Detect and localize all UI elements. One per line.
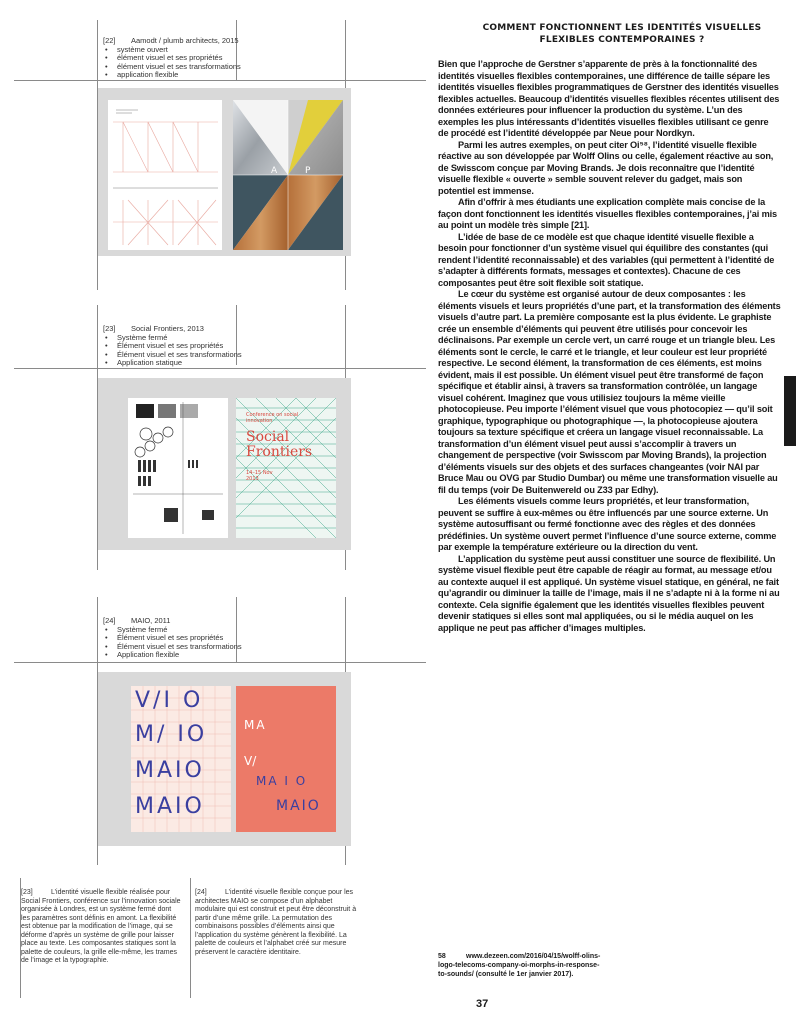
list-item: • élément visuel et ses transformations [117,63,343,72]
poster-letter-a: A [271,166,278,176]
grid-line [14,368,426,369]
list-item: • application flexible [117,71,343,80]
pattern-grid [128,398,228,538]
figure-title: MAIO, 2011 [131,616,171,625]
paragraph: Parmi les autres exemples, on peut citer Oi⁵⁸, l’identité visuelle flexible réactive au son développée par Wolff Olins ou celle, également réactive au son, de Swisscom conçue par Moving Brands. Je dois reconnaître que l’identité visuelle flexible « ouverte » semble souvent relever du gadget, mais son potentiel est immense. [438,139,774,196]
page-number: 37 [476,998,489,1010]
body-text [438,59,781,634]
list-item: • Élément visuel et ses transformations [117,643,343,652]
paragraph: Bien que l’approche de Gerstner s’apparente de près à la fonctionnalité des identités visuelles flexibles contemporaines, une différence de taille sépare les identités visuelles flexibles programmatiques de Gerstner des identités visuelles flexibles actuelles. Beaucoup d’identités visuelles flexibles récentes utilisent des données extérieures pour influencer la production du système. L’un des exemples les plus intéressants d’identités visuelles flexibles utilisant ce genre de procédé est l’identité développée par Neue pour Nordkyn. [438,59,780,138]
poster-line: MA I O [256,774,308,788]
maio-grid-poster [131,686,231,832]
list-item: • Application flexible [117,651,343,660]
caption-text: L’identité visuelle flexible réalisée pour Social Frontiers, conférence sur l’innovation sociale organisée à Londres, est un système fermé dont les paramètres sont définis en amont. La flexibilité est obtenue par la modification de l’image, qui se déforme d’après un système de grille pour laisser place au texte. Les composantes statiques sont la palette de couleurs, la grille elle-même, les trames de l’image et la typographie. [21,889,181,964]
geometric-composition [233,100,343,250]
figure-title: Aamodt / plumb architects, 2015 [131,36,239,45]
list-item: • Application statique [117,359,343,368]
poster-line: MA [244,718,267,732]
grid-drawing [108,100,222,250]
poster-line: MAIO [276,798,321,814]
poster-letter-p: P [305,166,311,176]
footnote [438,953,608,979]
grid-line [14,80,426,81]
grid-line [190,878,191,998]
list-item: • élément visuel et ses propriétés [117,54,343,63]
section-heading: COMMENT FONCTIONNENT LES IDENTITÉS VISUELLES FLEXIBLES CONTEMPORAINES ? [482,23,762,45]
paragraph: L’application du système peut aussi constituer une source de flexibilité. Un système visuel flexible peut être capable de réagir au format, au message et/ou au contexte auquel il est appliqué. Un système visuel statique, en général, ne fait qu’agrandir ou diminuer la taille de l’image, mais il ne s’adapte ni à la forme ni au contexte. Cela signifie également que les identités visuelles flexibles peuvent devenir statiques si elles sont mal appliquées, ou si le média auquel on les applique ne peut pas afficher d’images multiples. [438,553,780,633]
figure-title: Social Frontiers, 2013 [131,324,204,333]
poster-title: Social Frontiers [246,429,313,460]
poster-line: V/ [244,754,257,768]
poster-line: V/I O [135,688,204,713]
chapter-tab-marker [784,376,796,446]
list-item: • Élément visuel et ses propriétés [117,634,343,643]
figure-number: [24] [103,616,116,625]
grid-sheet [108,100,222,250]
paragraph: Afin d’offrir à mes étudiants une explication complète mais concise de la façon dont fonctionnent les identités visuelles flexibles contemporaines, j’ai mis au point un modèle très simple [21]. [438,197,777,230]
figure-number: [22] [103,36,116,45]
figure-22-image [98,88,351,256]
list-item: • système ouvert [117,46,343,55]
list-item: • Système fermé [117,334,343,343]
list-item: • Élément visuel et ses transformations [117,351,343,360]
caption-text: L’identité visuelle flexible conçue pour les architectes MAIO se compose d’un alphabet modulaire qui est construit et peut être déconstruit à partir d’une même grille. La permutation des combinaisons possibles d’éléments ainsi que l’application du système génèrent la flexibilité. La palette de couleurs et l’alphabet créé sur mesure préservent le caractère identitaire. [195,889,357,956]
poster-line: MAIO [135,794,205,819]
figure-number: [23] [103,324,116,333]
social-frontiers-poster [236,398,336,538]
figure-caption-23 [103,325,343,368]
grid-sheet [128,398,228,538]
figure-caption-22 [103,37,343,80]
paragraph: L’idée de base de ce modèle est que chaque identité visuelle flexible a besoin pour fonctionner d’un système visuel qui équilibre des constantes (qui rendent l’identité reconnaissable) et des variables (qui permettent à l’identité de s’adapter à différents formats, messages et contextes). Chacune de ces composantes peut être soit flexible soit statique. [438,231,775,288]
maio-salmon-poster [236,686,336,832]
footnote-number: 58 [438,953,446,960]
figure-caption-24 [103,617,343,660]
figure-24-image [98,672,351,846]
grid-line [14,662,426,663]
caption-24 [195,889,360,957]
caption-number: [23] [21,889,33,896]
poster-dates: 14–15 Nov 2013 [246,470,273,482]
poster-subtitle: Conference on social innovation [246,412,299,424]
identity-poster [233,100,343,250]
poster-line: MAIO [135,758,205,783]
paragraph: Le cœur du système est organisé autour de deux composantes : les éléments visuels et leurs propriétés d’une part, et la transformation des éléments visuels d’autre part. La première composante est la plus évidente. Le graphiste crée un ensemble d’éléments qui peuvent être utilisés pour concevoir les déclinaisons. Par exemple un cercle vert, un carré rouge et un triangle bleu. Les éléments sont le cercle, le carré et le triangle, et leur couleur est leur propriété respective. Le second élément, la transformation de ces éléments, est moins évident, mais il est possible. Un élément visuel peut être transformé de façon spécifique et établir ainsi, à travers sa transformation contrôlée, un langage visuel cohérent. Imaginez que vous utilisiez toujours la même vieille photocopieuse. Peu importe l’élément visuel que vous photocopiez — qu’il soit graphique, typographique ou photographique —, la photocopieuse ajoutera toujours sa texture spécifique et créera un langage visuel reconnaissable. La transformation d’un élément visuel peut aussi s’accomplir à travers un changement de perspective (voir Swisscom par Moving Brands), la projection d’éléments visuels sur des objets et des surfaces changeantes (voir NAI par Bruce Mau ou OVG par Studio Dumbar) ou même une transformation visuelle au fil du temps (voir De Buitenwereld ou Z33 par Edhy). [438,289,781,495]
footnote-text: www.dezeen.com/2016/04/15/wolff-olins-logo-telecoms-company-oi-morphs-in-response-to-sounds/ (consulté le 1er janvier 2017). [438,953,601,978]
list-item: • Système fermé [117,626,343,635]
caption-23 [21,889,181,966]
figure-23-image [98,378,351,550]
paragraph: Les éléments visuels comme leurs propriétés, et leur transformation, peuvent se suffire à eux-mêmes ou être influencés par une source externe. Un système autosuffisant ou fermé fonctionne avec des règles et des données prédéfinies. Un système ouvert permet l’influence d’une source externe, comme par exemple la température extérieure ou la direction du vent. [438,496,777,552]
list-item: • Élément visuel et ses propriétés [117,342,343,351]
caption-number: [24] [195,889,207,896]
poster-line: M/ IO [135,722,208,747]
